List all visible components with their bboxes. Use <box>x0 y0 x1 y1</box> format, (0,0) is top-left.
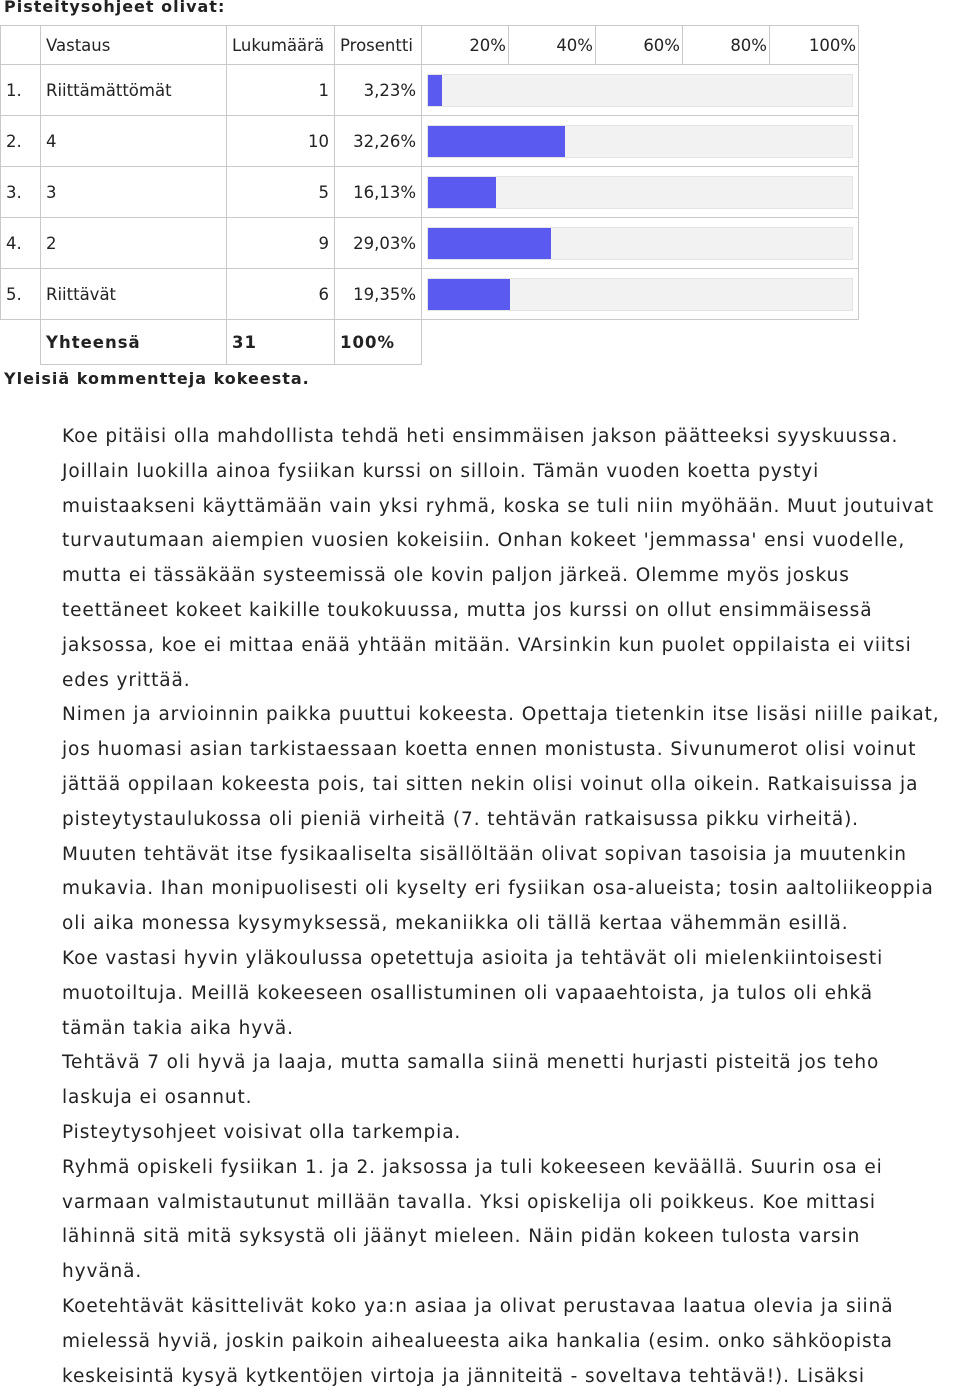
row-count: 5 <box>227 167 335 218</box>
table-row <box>1 65 859 116</box>
comment-line: teettäneet kokeet kaikille toukokuussa, mutta jos kurssi on ollut ensimmäisessä <box>62 599 873 621</box>
comments-body <box>62 420 960 1394</box>
scale-100: 100% <box>770 26 859 65</box>
row-answer: Riittämättömät <box>41 65 227 116</box>
comment-line: varmaan valmistautunut millään tavalla. Yksi opiskelija oli poikkeus. Koe mittasi <box>62 1191 876 1213</box>
comment-line: jos huomasi asian tarkistaessaan koetta ennen monistusta. Sivunumerot olisi voinut <box>62 739 917 761</box>
scale-60: 60% <box>596 26 683 65</box>
row-answer: 3 <box>41 167 227 218</box>
comment-line: hyvänä. <box>62 1261 143 1283</box>
scale-40: 40% <box>509 26 596 65</box>
row-index: 4. <box>1 218 41 269</box>
row-count: 9 <box>227 218 335 269</box>
scale-80: 80% <box>683 26 770 65</box>
comment-line: laskuja ei osannut. <box>62 1087 253 1109</box>
comment-line: mielessä hyviä, joskin paikoin aihealueesta aika hankalia (esim. onko sähköopista <box>62 1330 893 1352</box>
comment-line: edes yrittää. <box>62 669 191 691</box>
comment-line: Pisteytysohjeet voisivat olla tarkempia. <box>62 1121 462 1143</box>
row-bar-cell <box>422 116 859 167</box>
comment-line: Koe vastasi hyvin yläkoulussa opetettuja asioita ja tehtävät oli mielenkiintoisesti <box>62 947 884 969</box>
comment-line: jaksossa, koe ei mittaa enää yhtään mitään. VArsinkin kun puolet oppilaista ei viitsi <box>62 634 912 656</box>
row-bar-cell <box>422 269 859 320</box>
bar-fill <box>428 228 551 259</box>
row-index: 5. <box>1 269 41 320</box>
total-spacer <box>1 320 41 365</box>
bar-fill <box>428 126 565 157</box>
scale-20: 20% <box>422 26 509 65</box>
table-row <box>1 116 859 167</box>
comment-line: Ryhmä opiskeli fysiikan 1. ja 2. jaksossa ja tuli kokeeseen keväällä. Suurin osa ei <box>62 1156 883 1178</box>
row-count: 10 <box>227 116 335 167</box>
bar-fill <box>428 75 442 106</box>
bar-track <box>427 176 853 209</box>
bar-fill <box>428 279 510 310</box>
page-heading: Pisteitysohjeet olivat: <box>4 0 226 16</box>
row-count: 1 <box>227 65 335 116</box>
row-percent: 19,35% <box>335 269 422 320</box>
results-table <box>0 25 859 365</box>
comment-line: oli aika monessa kysymyksessä, mekaniikka oli tällä kertaa vähemmän esillä. <box>62 913 849 935</box>
bar-fill <box>428 177 496 208</box>
total-blank <box>422 320 859 365</box>
table-row <box>1 218 859 269</box>
bar-track <box>427 74 853 107</box>
comment-line: Tehtävä 7 oli hyvä ja laaja, mutta samalla siinä menetti hurjasti pisteitä jos teho <box>62 1052 880 1074</box>
row-bar-cell <box>422 65 859 116</box>
row-answer: 2 <box>41 218 227 269</box>
comment-line: turvautumaan aiempien vuosien kokeisiin. Onhan kokeet 'jemmassa' ensi vuodelle, <box>62 530 906 552</box>
bar-track <box>427 125 853 158</box>
row-index: 1. <box>1 65 41 116</box>
comment-line: mutta ei tässäkään systeemissä ole kovin paljon järkeä. Olemme myös joskus <box>62 565 850 587</box>
row-bar-cell <box>422 167 859 218</box>
bar-track <box>427 227 853 260</box>
comment-line: tämän takia aika hyvä. <box>62 1017 294 1039</box>
comment-line: Koetehtävät käsittelivät koko ya:n asiaa ja olivat perustavaa laatua olevia ja siinä <box>62 1295 894 1317</box>
comment-line: muistaakseni käyttämään vain yksi ryhmä, koska se tuli niin myöhään. Muut joutuivat <box>62 495 935 517</box>
row-bar-cell <box>422 218 859 269</box>
header-answer: Vastaus <box>41 26 227 65</box>
total-label: Yhteensä <box>41 320 227 365</box>
bar-track <box>427 278 853 311</box>
comment-line: lähinnä sitä mitä syksystä oli jäänyt mieleen. Näin pidän kokeen tulosta varsin <box>62 1226 861 1248</box>
comment-line: Muuten tehtävät itse fysikaaliselta sisällöltään olivat sopivan tasoisia ja muutenkin <box>62 843 907 865</box>
table-row <box>1 167 859 218</box>
row-percent: 29,03% <box>335 218 422 269</box>
comment-line: muotoiltuja. Meillä kokeeseen osallistuminen oli vapaaehtoista, ja tulos oli ehkä <box>62 982 874 1004</box>
comment-line: mukavia. Ihan monipuolisesti oli kyselty eri fysiikan osa-alueista; tosin aaltoliikeoppia <box>62 878 934 900</box>
comments-heading: Yleisiä kommentteja kokeesta. <box>4 369 310 388</box>
comment-line: Nimen ja arvioinnin paikka puuttui kokeesta. Opettaja tietenkin itse lisäsi niille paikat, <box>62 704 940 726</box>
row-answer: Riittävät <box>41 269 227 320</box>
row-index: 2. <box>1 116 41 167</box>
row-index: 3. <box>1 167 41 218</box>
row-percent: 16,13% <box>335 167 422 218</box>
comment-line: pisteytystaulukossa oli pieniä virheitä (7. tehtävän ratkaisussa pikku virheitä). <box>62 808 859 830</box>
header-count: Lukumäärä <box>227 26 335 65</box>
table-row <box>1 269 859 320</box>
table-total-row <box>1 320 859 365</box>
row-count: 6 <box>227 269 335 320</box>
total-percent: 100% <box>335 320 422 365</box>
comment-line: Koe pitäisi olla mahdollista tehdä heti ensimmäisen jakson päätteeksi syyskuussa. <box>62 426 899 447</box>
row-answer: 4 <box>41 116 227 167</box>
header-percent: Prosentti <box>335 26 422 65</box>
comment-line: jättää oppilaan kokeesta pois, tai sitten nekin olisi voinut olla oikein. Ratkaisuissa ja <box>62 773 919 795</box>
comment-line: Joillain luokilla ainoa fysiikan kurssi on silloin. Tämän vuoden koetta pystyi <box>62 460 820 482</box>
row-percent: 3,23% <box>335 65 422 116</box>
total-count: 31 <box>227 320 335 365</box>
row-percent: 32,26% <box>335 116 422 167</box>
header-index <box>1 26 41 65</box>
table-header-row <box>1 26 859 65</box>
comment-line: keskeisintä kysyä kytkentöjen virtoja ja jänniteitä - soveltava tehtävä!). Lisäksi <box>62 1365 865 1387</box>
